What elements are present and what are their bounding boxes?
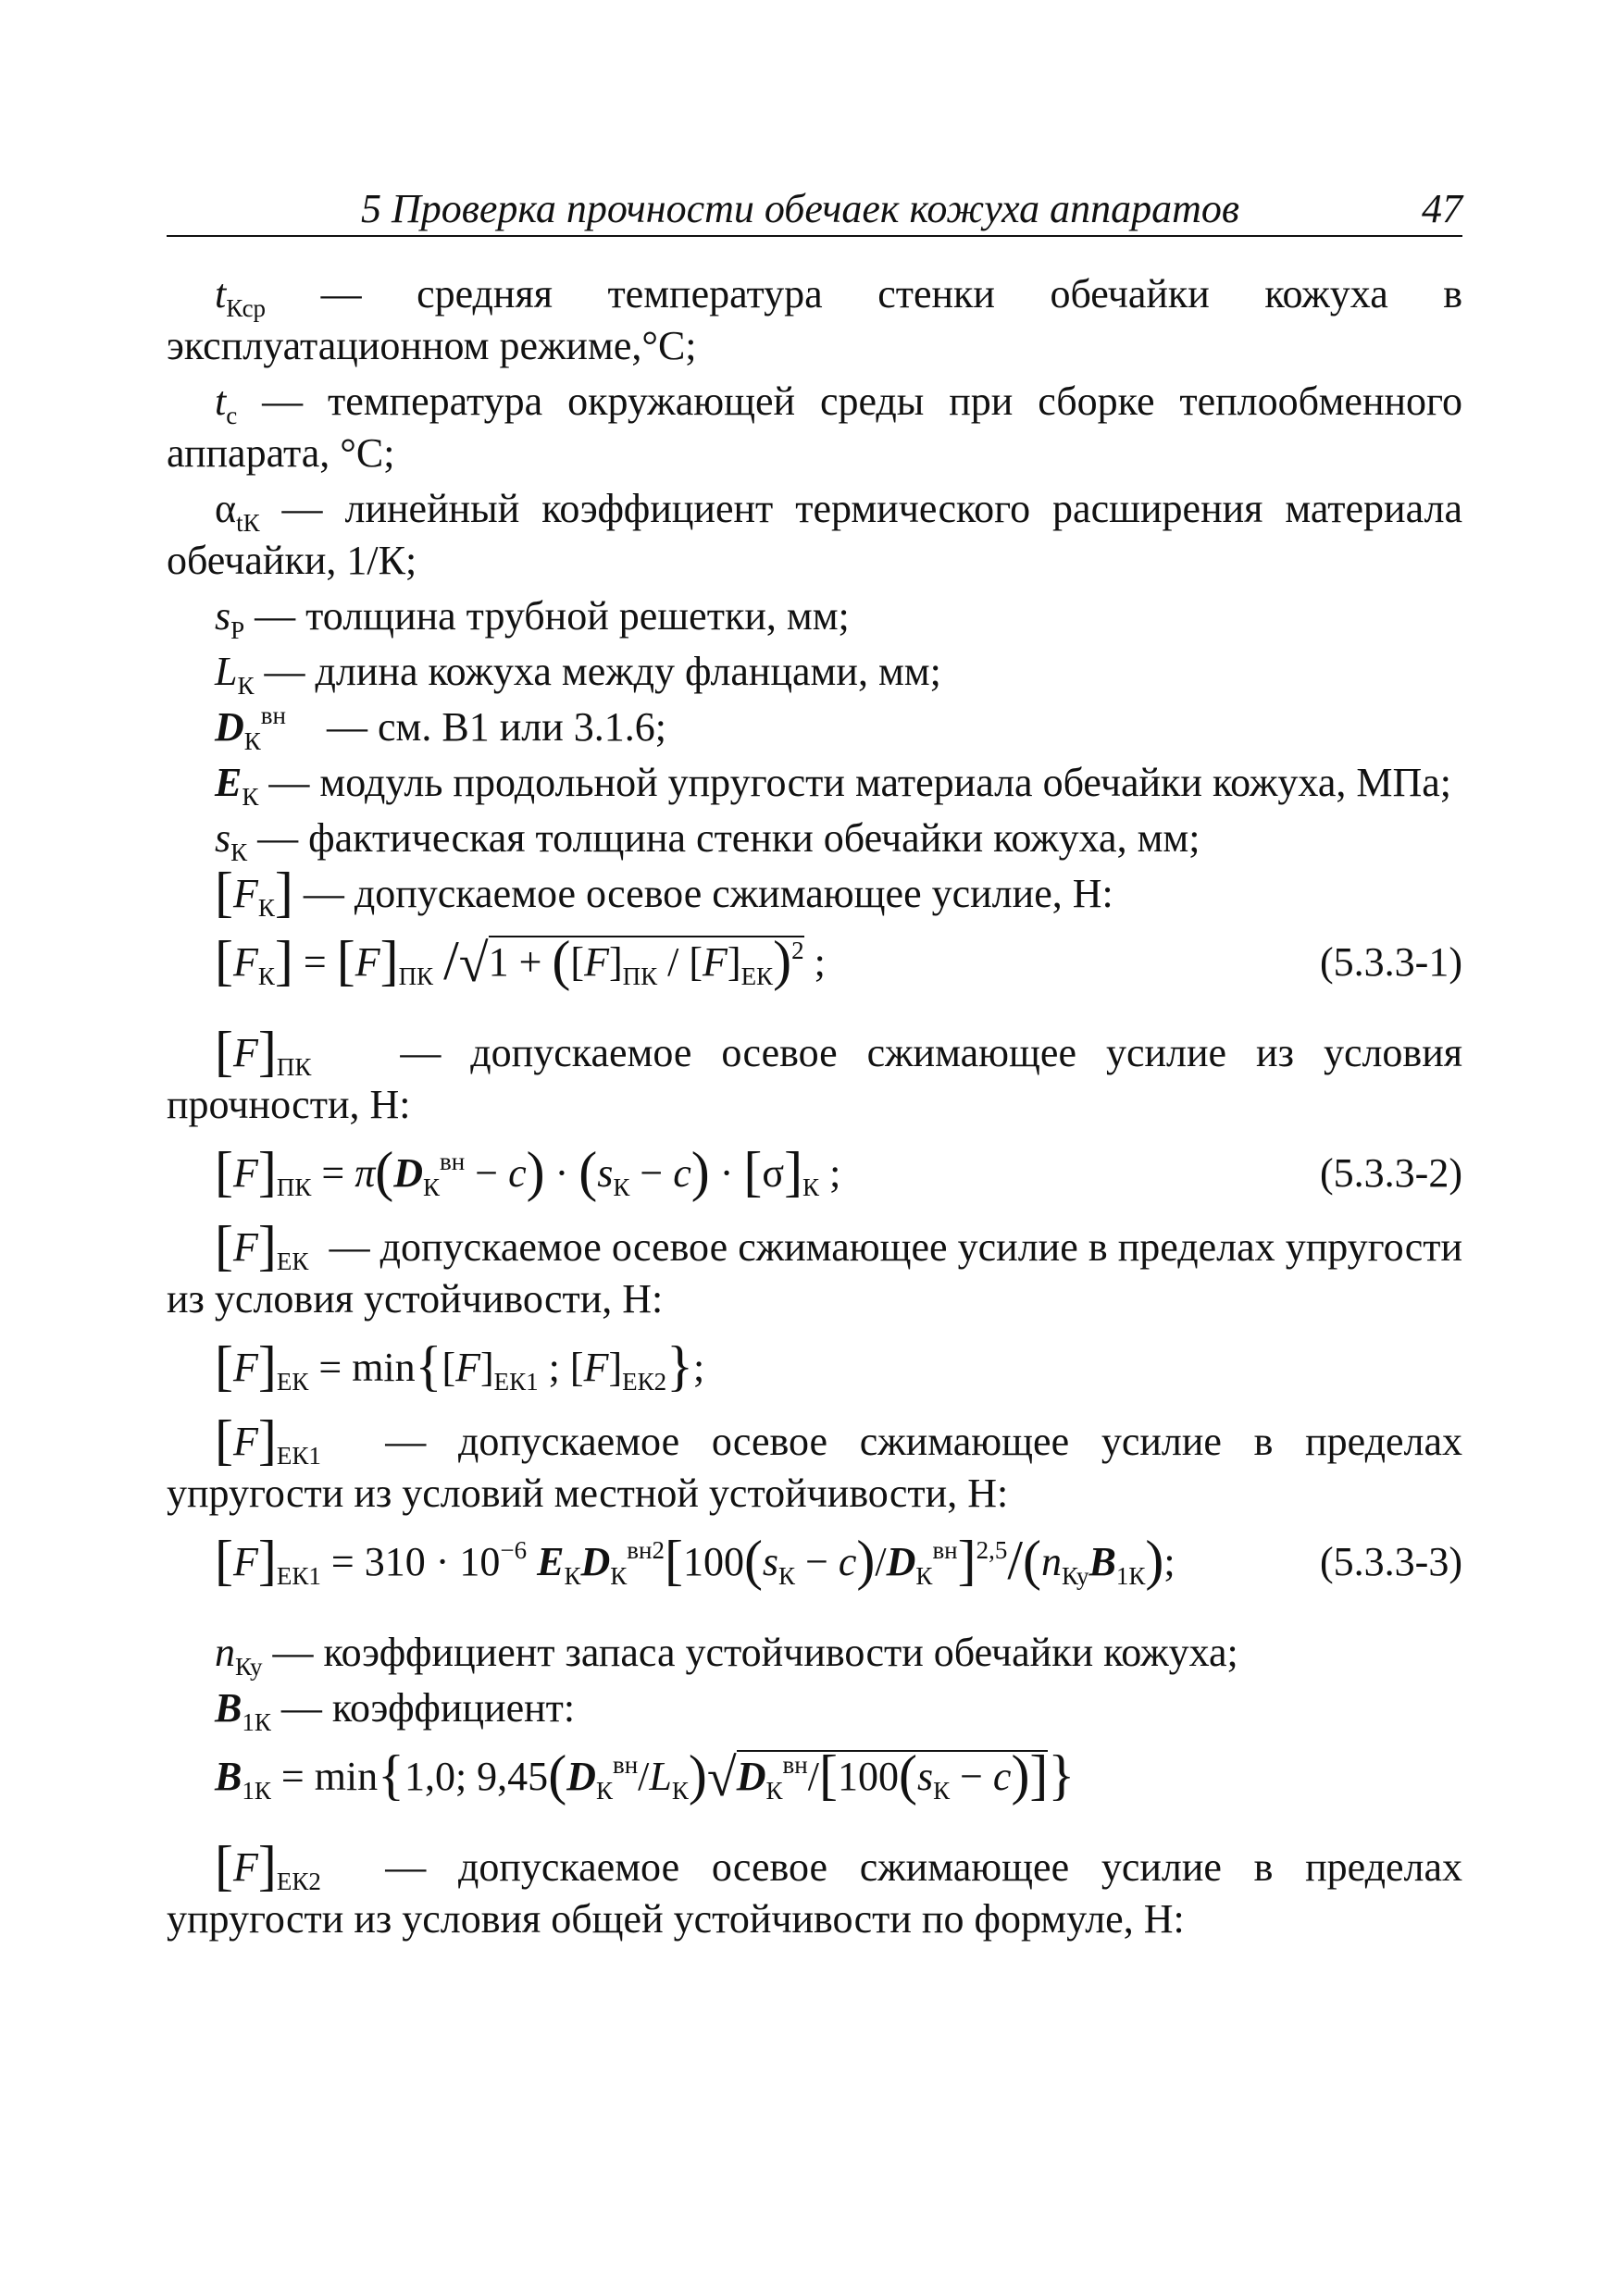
definition-b-1k: $B_{1К}$ — коэффициент: (215, 1685, 576, 1736)
definition-text: — допускаемое осевое сжимающее усилие в пределах упругости из условия общей устойчивости по формуле, Н: (167, 1844, 1462, 1942)
equation-f-ek-min (167, 1335, 1462, 1399)
page-number: 47 (1422, 186, 1462, 231)
definition-text: — средняя температура стенки обечайки кожуха в эксплуатационном режиме,°С; (167, 271, 1462, 368)
definition-f-ek1: $[F]_{ЕК1}$ — допускаемое осевое сжимающее усилие в пределах упругости из условий местной устойчивости, Н: (167, 1409, 1462, 1516)
page-body (167, 268, 1462, 1949)
definition-text: — коэффициент запаса устойчивости обечайки кожуха; (272, 1630, 1238, 1675)
equation-5-3-3-2 (167, 1141, 1462, 1205)
definition-text: — толщина трубной решетки, мм; (255, 593, 850, 639)
definition-text: — модуль продольной упругости материала обечайки кожуха, МПа; (268, 760, 1452, 805)
equation-number: (5.3.3-3) (1320, 1539, 1462, 1584)
definition-f-pk: $[F]_{ПК}$ — допускаемое осевое сжимающее усилие из условия прочности, Н: (167, 1021, 1462, 1127)
equation-number: (5.3.3-1) (1320, 939, 1462, 985)
chapter-title: 5 Проверка прочности обечаек кожуха аппаратов (361, 186, 1239, 231)
definition-text: — допускаемое осевое сжимающее усилие в пределах упругости из условий местной устойчивости, Н: (167, 1419, 1462, 1516)
definition-s-p: $s_Р$ — толщина трубной решетки, мм; (215, 593, 850, 644)
equation-b-1k (167, 1744, 1462, 1825)
formula: $[F]_{ЕК1} = 310 \cdot 10^{-6}$ $E_КD_К^{вн2}[100(s_К - c)/D_К^{вн}]^{2,5}/(n_{Ку}B_{1К})$; (215, 1530, 1175, 1591)
definition-text: — допускаемое осевое сжимающее усилие в пределах упругости из условия устойчивости, Н: (167, 1224, 1463, 1322)
definition-f-ek2: $[F]_{ЕК2}$ — допускаемое осевое сжимающее усилие в пределах упругости из условия общей устойчивости по формуле, Н: (167, 1835, 1462, 1942)
definition-text: — линейный коэффициент термического расширения материала обечайки, 1/К; (167, 486, 1462, 583)
formula: $[F]_{ЕК} = \min\{[F]_{ЕК1}$ ; $[F]_{ЕК2}$}; (215, 1335, 705, 1396)
definition-t-c: $t_с$ — температура окружающей среды при сборке теплообменного аппарата, °С; (167, 379, 1462, 476)
definition-l-k: $L_К$ — длина кожуха между фланцами, мм; (215, 649, 941, 700)
equation-5-3-3-1 (167, 930, 1462, 1011)
running-header (167, 183, 1462, 237)
equation-number: (5.3.3-2) (1320, 1150, 1462, 1196)
definition-text: — температура окружающей среды при сборке теплообменного аппарата, °С; (167, 379, 1462, 476)
definition-s-k: $s_К$ — фактическая толщина стенки обечайки кожуха, мм; (215, 815, 1200, 866)
definition-e-k: $E_К$ — модуль продольной упругости материала обечайки кожуха, МПа; (215, 760, 1452, 811)
equation-5-3-3-3 (167, 1530, 1462, 1610)
definition-text: — фактическая толщина стенки обечайки кожуха, мм; (257, 815, 1200, 861)
definition-text: — допускаемое осевое сжимающее усилие, Н: (303, 871, 1113, 916)
definition-text: — см. В1 или 3.1.6; (327, 704, 666, 750)
definition-alpha: $\alpha_{tК}$ — линейный коэффициент термического расширения материала обечайки, 1/К; (167, 486, 1462, 583)
definition-text: — длина кожуха между фланцами, мм; (264, 649, 941, 694)
definition-n-ky: $n_{Ку}$ — коэффициент запаса устойчивости обечайки кожуха; (215, 1630, 1238, 1681)
definition-text: — допускаемое осевое сжимающее усилие из условия прочности, Н: (167, 1030, 1462, 1127)
formula: $[F_К] = [F]_{ПК}$ $/√1 + ([F]_{ПК} / [F]_{ЕК})^2$ ; (215, 930, 826, 993)
definition-d-k: $D_К^{вн}$ — см. В1 или 3.1.6; (215, 701, 666, 755)
formula: $B_{1К} = \min\{1,0$; $9,45(D_К^{вн}/L_К)√D_К^{вн}/[100(s_К - c)]$} (215, 1744, 1076, 1807)
definition-f-k: $[F_К]$ — допускаемое осевое сжимающее усилие, Н: (215, 862, 1113, 923)
formula: $[F]_{ПК} = \pi(D_К^{вн} - c) \cdot (s_К - c) \cdot [\sigma]_К$ ; (215, 1141, 841, 1202)
definition-t-ksr: $t_{Кср}$ — средняя температура стенки обечайки кожуха в эксплуатационном режиме,°С; (167, 271, 1462, 368)
definition-text: — коэффициент: (280, 1685, 576, 1731)
definition-f-ek: $[F]_{ЕК}$ — допускаемое осевое сжимающее усилие в пределах упругости из условия устойчивости, Н: (167, 1215, 1463, 1322)
